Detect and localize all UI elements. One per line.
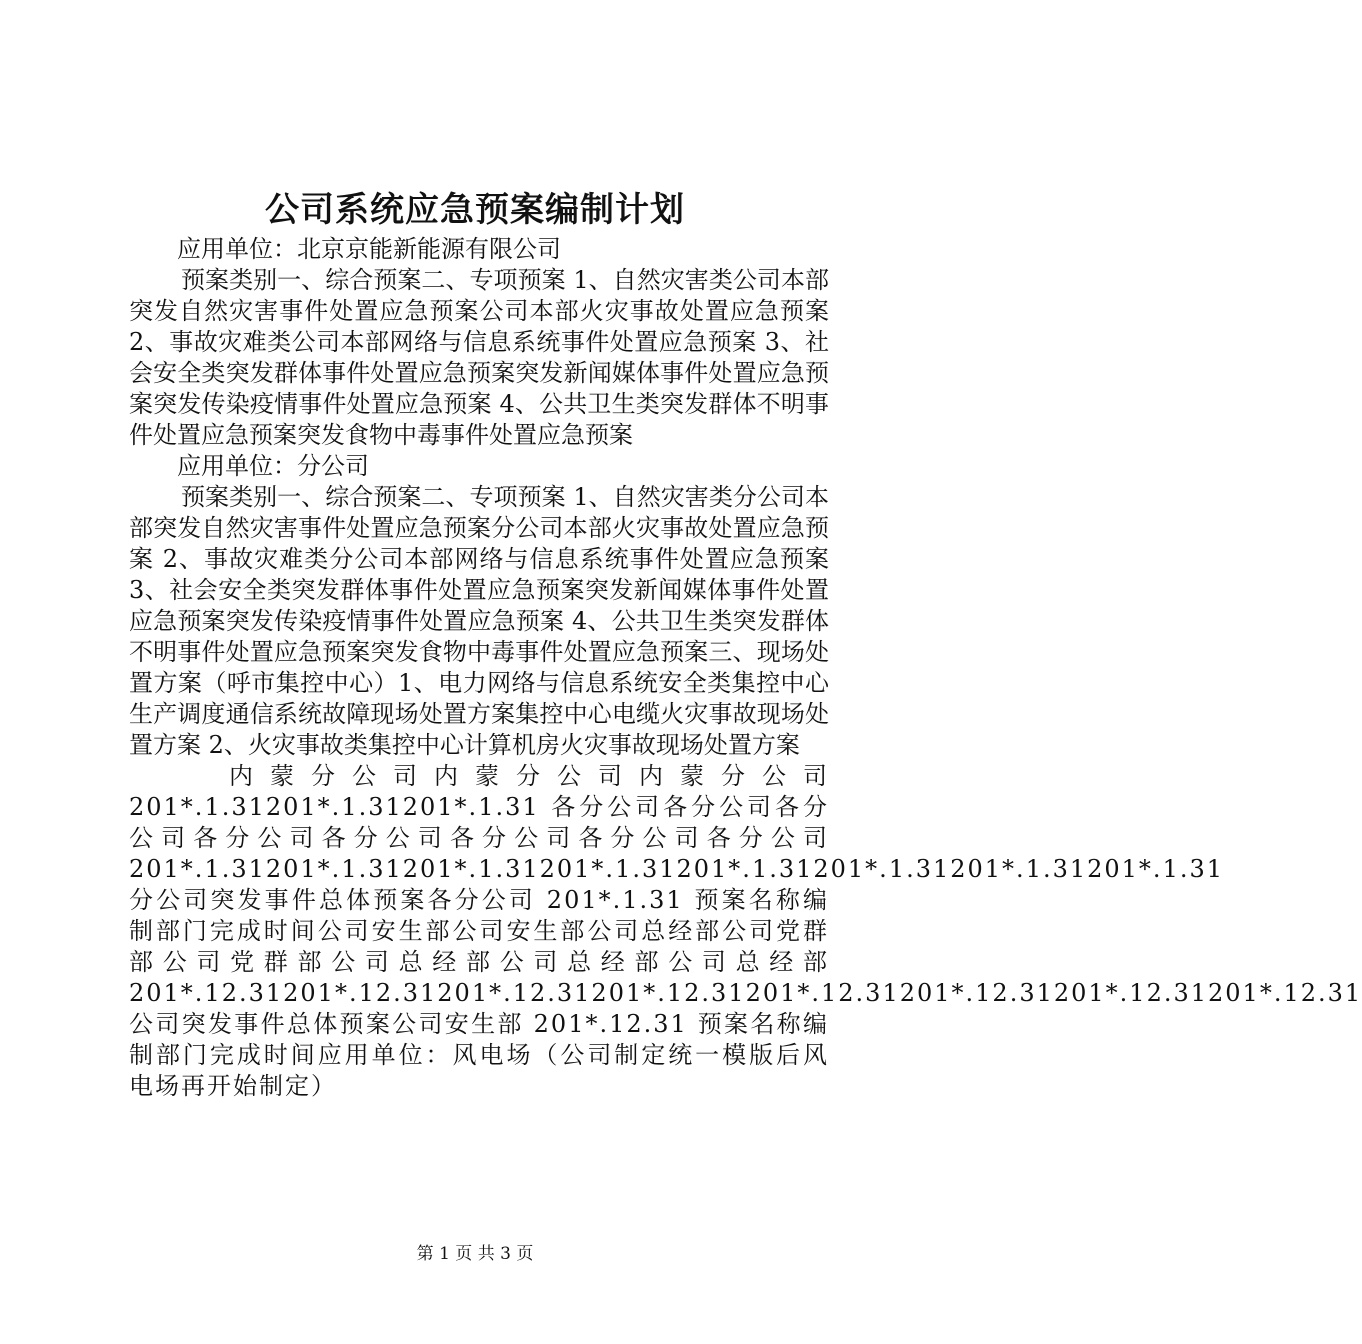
- applicable-unit-line: 应用单位：北京京能新能源有限公司: [177, 235, 561, 263]
- page-number-footer: 第 1 页 共 3 页: [416, 1244, 534, 1264]
- applicable-unit-line: 应用单位：分公司: [177, 452, 369, 480]
- schedule-text-block: 内蒙分公司内蒙分公司内蒙分公司 201*.1.31201*.1.31201*.1.31 各分公司各分公司各分公司各分公司各分公司各分公司各分公司各分公司 201*.1.31201*.1.31201*.1.31201*.1.31201*.1.31201*.1.31201*.1.31201*.1.31 分公司突发事件总体预案各分公司 201*.1.31 预案名称编制部门完成时间公司安生部公司安生部公司总经部公司党群部公司党群部公司总经部公司总经部公司总经部 201*.12.31201*.12.31201*.12.31201*.12.31201*.12.31201*.12.31201*.12.31201*.12.31 公司突发事件总体预案公司安生部 201*.12.31 预案名称编制部门完成时间应用单位：风电场（公司制定统一模版后风电场再开始制定）: [129, 762, 1362, 1100]
- document-title: 公司系统应急预案编制计划: [265, 190, 685, 230]
- plan-category-paragraph: 预案类别一、综合预案二、专项预案 1、自然灾害类公司本部突发自然灾害事件处置应急预案公司本部火灾事故处置应急预案 2、事故灾难类公司本部网络与信息系统事件处置应急预案 3、社会安全类突发群体事件处置应急预案突发新闻媒体事件处置应急预案突发传染疫情事件处置应急预案 4、公共卫生类突发群体不明事件处置应急预案突发食物中毒事件处置应急预案: [129, 266, 829, 449]
- plan-category-paragraph: 预案类别一、综合预案二、专项预案 1、自然灾害类分公司本部突发自然灾害事件处置应急预案分公司本部火灾事故处置应急预案 2、事故灾难类分公司本部网络与信息系统事件处置应急预案 3、社会安全类突发群体事件处置应急预案突发新闻媒体事件处置应急预案突发传染疫情事件处置应急预案 4、公共卫生类突发群体不明事件处置应急预案突发食物中毒事件处置应急预案三、现场处置方案（呼市集控中心）1、电力网络与信息系统安全类集控中心生产调度通信系统故障现场处置方案集控中心电缆火灾事故现场处置方案 2、火灾事故类集控中心计算机房火灾事故现场处置方案: [129, 483, 829, 759]
- document-body: [129, 234, 1362, 1102]
